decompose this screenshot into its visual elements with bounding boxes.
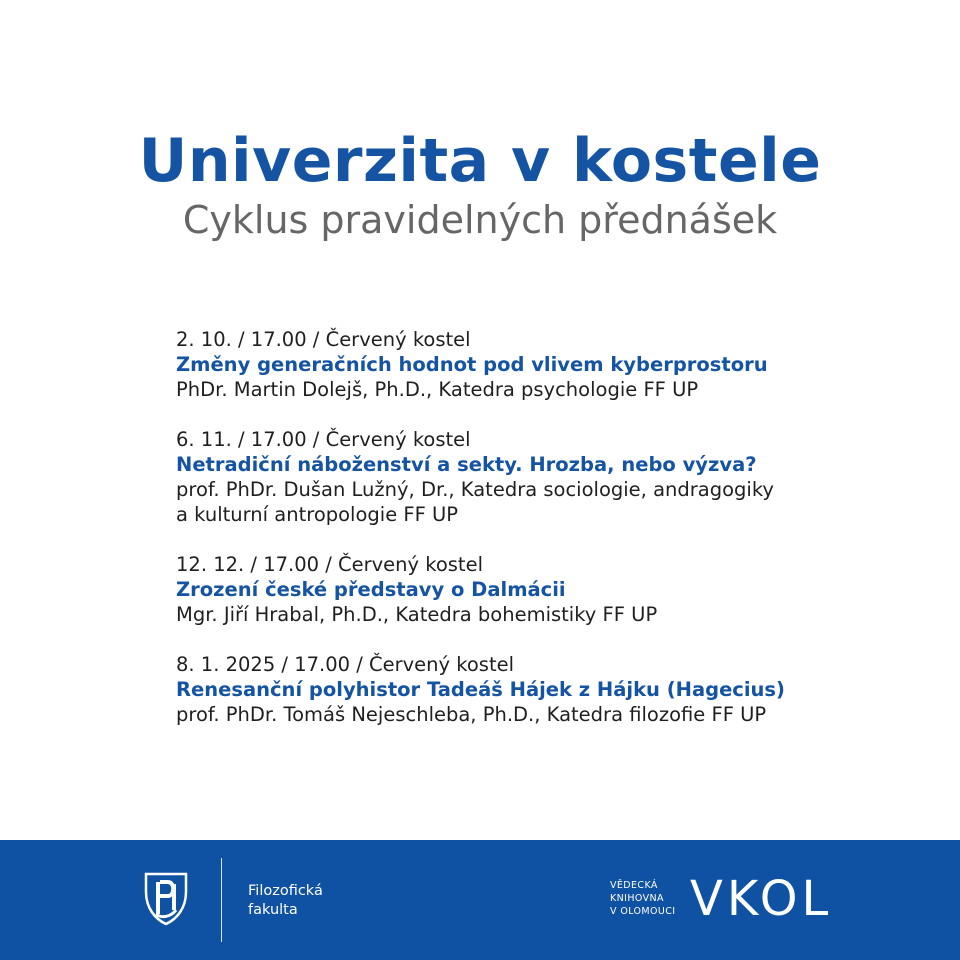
event-datetime: 2. 10. / 17.00 / Červený kostel <box>176 328 471 351</box>
footer-bar <box>0 840 960 960</box>
event-speaker-continued: a kulturní antropologie FF UP <box>176 503 459 526</box>
faculty-name-line2: fakulta <box>248 902 298 918</box>
event-speaker: Mgr. Jiří Hrabal, Ph.D., Katedra bohemistiky FF UP <box>176 603 658 626</box>
footer-divider <box>221 858 222 942</box>
event-title: Netradiční náboženství a sekty. Hrozba, nebo výzva? <box>176 453 757 476</box>
event-item <box>176 552 876 627</box>
event-datetime: 6. 11. / 17.00 / Červený kostel <box>176 428 471 451</box>
page-header <box>0 128 960 242</box>
faculty-name-line1: Filozofická <box>248 883 323 899</box>
library-name-line1: VĚDECKÁ <box>610 880 658 891</box>
event-datetime: 12. 12. / 17.00 / Červený kostel <box>176 553 483 576</box>
page-title: Univerzita v kostele <box>138 126 822 196</box>
event-speaker: PhDr. Martin Dolejš, Ph.D., Katedra psychologie FF UP <box>176 378 699 401</box>
event-item <box>176 652 876 727</box>
faculty-name <box>248 882 323 920</box>
page-subtitle: Cyklus pravidelných přednášek <box>182 198 778 242</box>
event-title: Renesanční polyhistor Tadeáš Hájek z Hájku (Hagecius) <box>176 678 785 701</box>
event-list <box>176 327 876 752</box>
event-title: Změny generačních hodnot pod vlivem kyberprostoru <box>176 353 768 376</box>
library-name-line2: KNIHOVNA <box>610 893 664 904</box>
event-speaker: prof. PhDr. Tomáš Nejeschleba, Ph.D., Katedra filozofie FF UP <box>176 703 767 726</box>
library-name-line3: V OLOMOUCI <box>610 906 676 917</box>
event-item <box>176 427 876 527</box>
library-full-name <box>610 879 676 918</box>
event-speaker: prof. PhDr. Dušan Lužný, Dr., Katedra sociologie, andragogiky <box>176 478 774 501</box>
event-title: Zrození české představy o Dalmácii <box>176 578 566 601</box>
library-logo-text: VKOL <box>690 871 833 927</box>
event-item <box>176 327 876 402</box>
university-shield-icon <box>144 872 188 926</box>
event-datetime: 8. 1. 2025 / 17.00 / Červený kostel <box>176 653 515 676</box>
